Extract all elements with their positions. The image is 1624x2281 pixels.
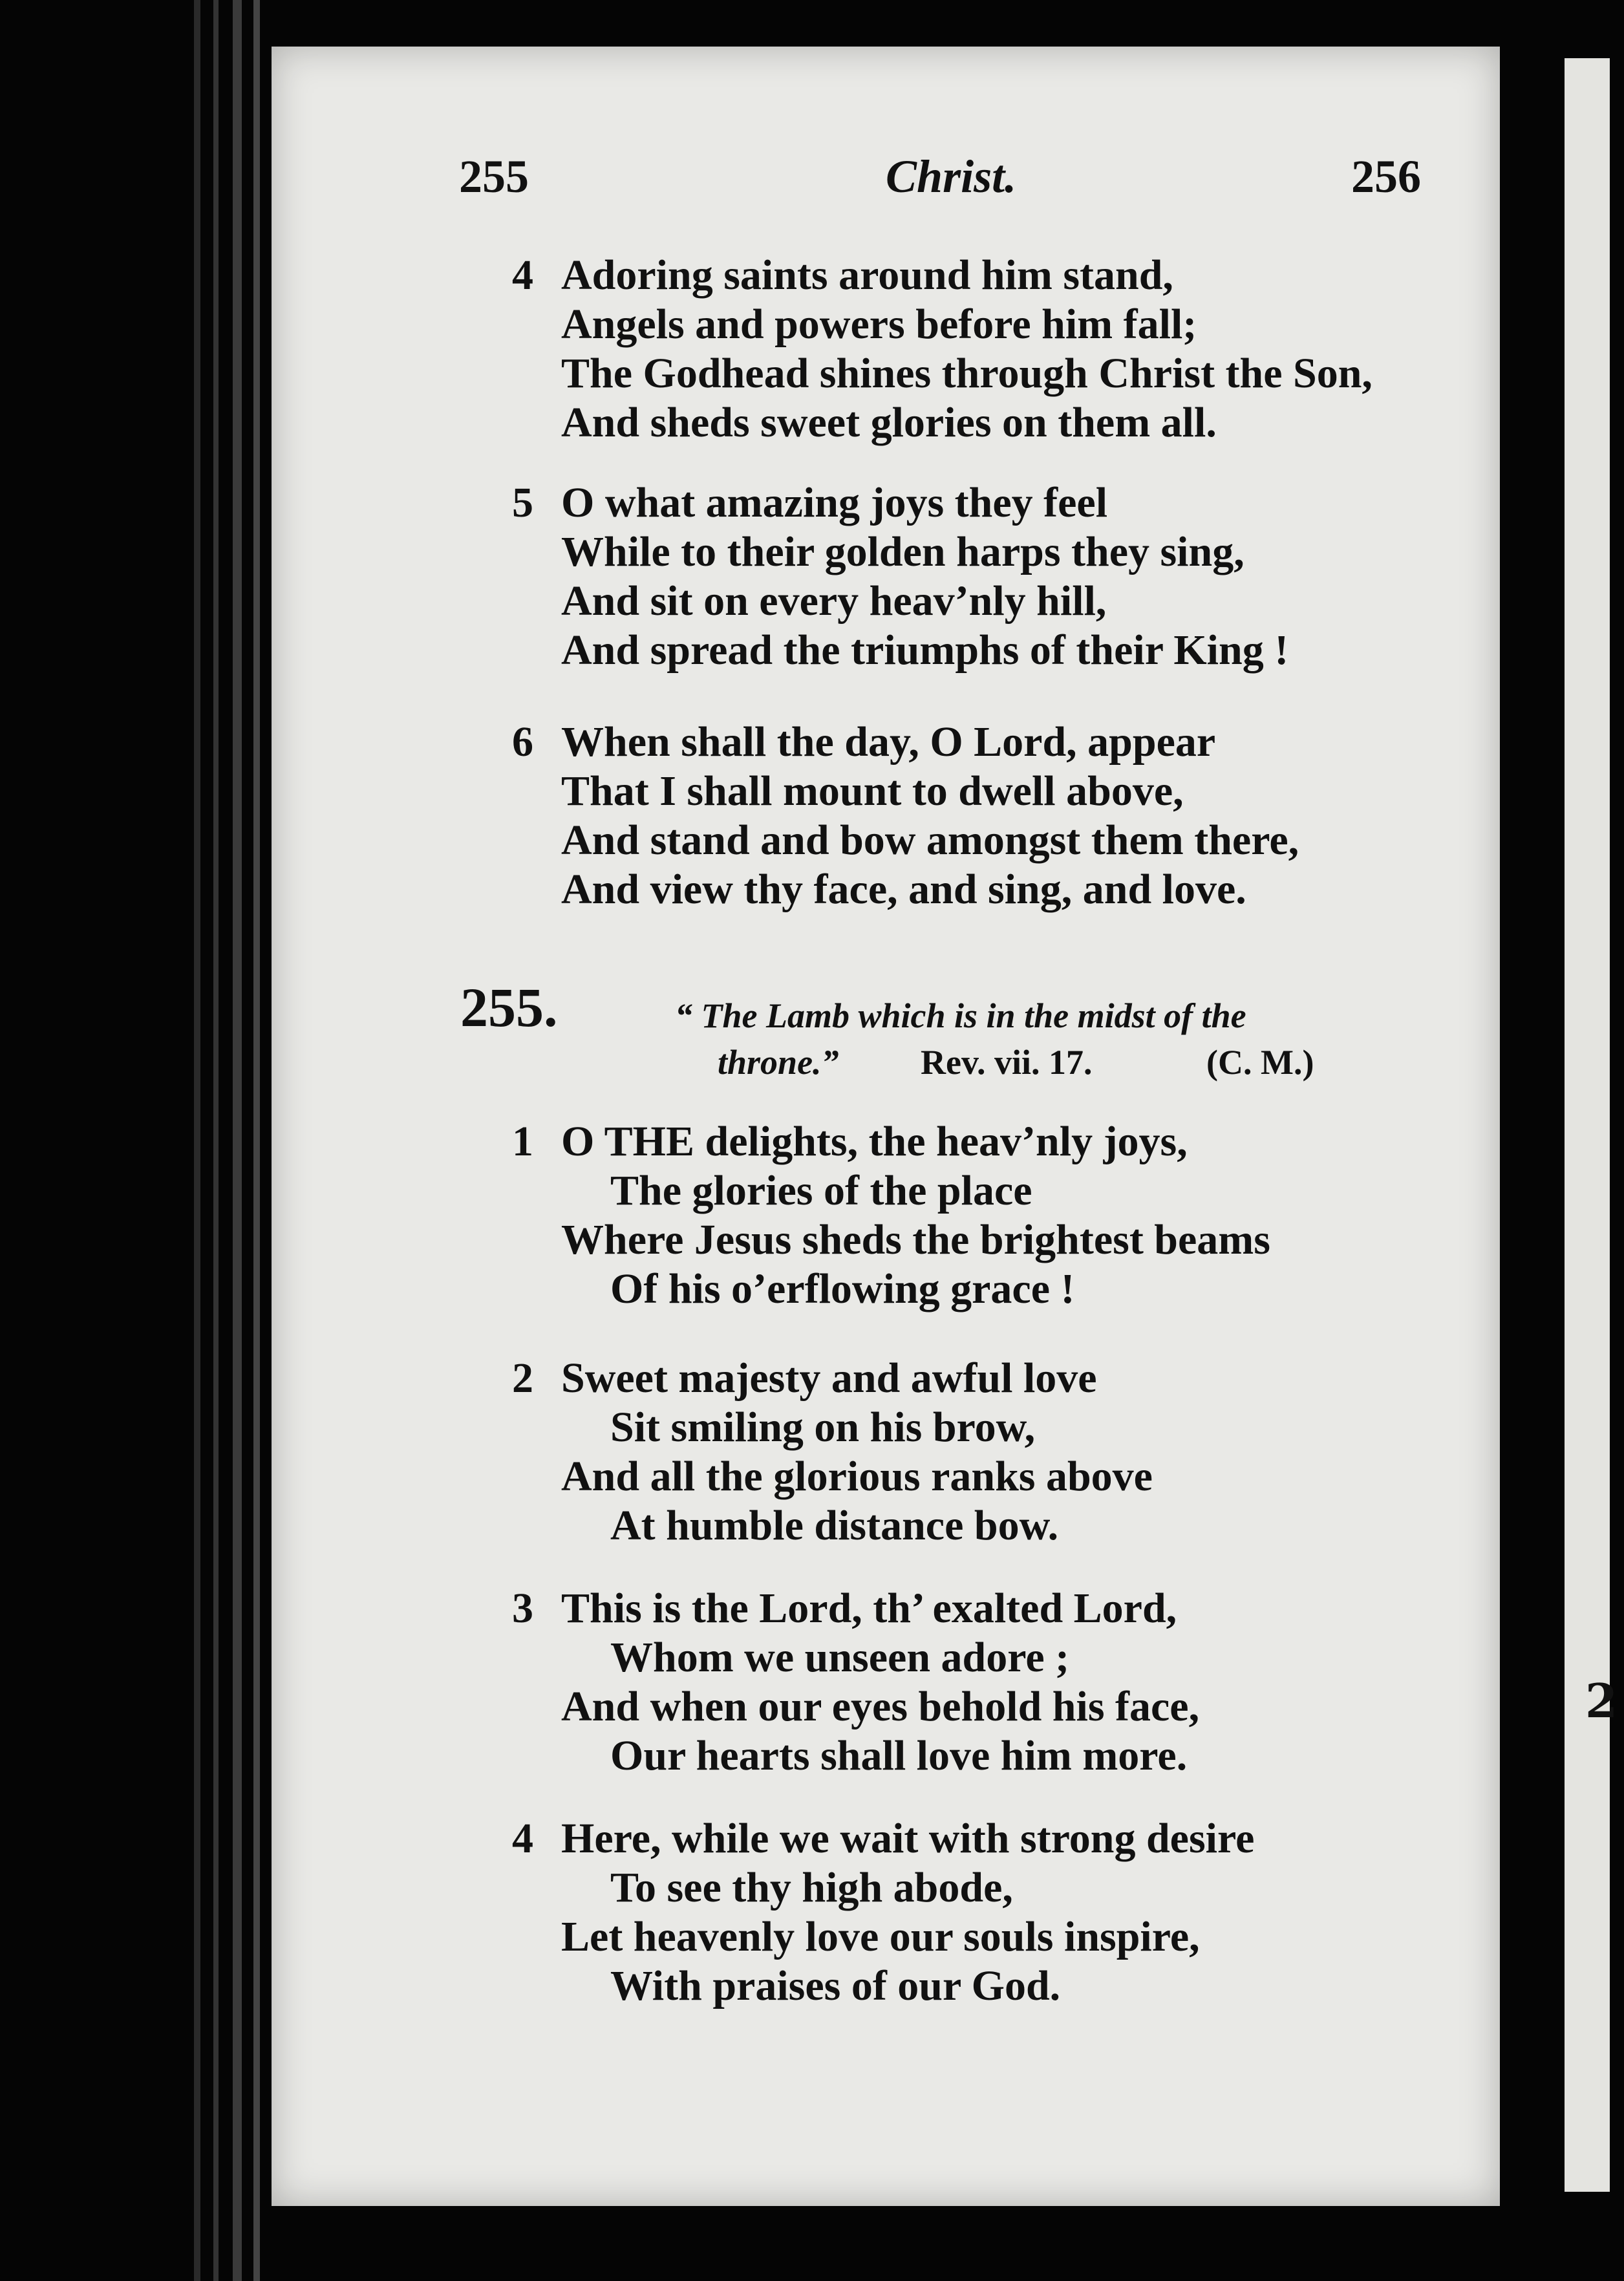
scripture-reference: Rev. vii. 17. bbox=[921, 1043, 1093, 1082]
verse-line: To see thy high abode, bbox=[610, 1864, 1013, 1911]
verse-number: 3 bbox=[512, 1585, 533, 1632]
hymn-title-continued: throne.” bbox=[718, 1043, 839, 1082]
verse-line: With praises of our God. bbox=[610, 1962, 1061, 2009]
verse-line: At humble distance bow. bbox=[610, 1502, 1059, 1549]
verse-line: The Godhead shines through Christ the Son, bbox=[561, 350, 1373, 397]
verse-number: 2 bbox=[512, 1355, 533, 1402]
verse-line: The glories of the place bbox=[610, 1167, 1032, 1214]
verse-line: Our hearts shall love him more. bbox=[610, 1732, 1188, 1779]
verse-line: O what amazing joys they feel bbox=[561, 479, 1108, 526]
verse-line: And spread the triumphs of their King ! bbox=[561, 626, 1289, 674]
verse-line: And all the glorious ranks above bbox=[561, 1453, 1153, 1500]
page-edge-stripe bbox=[233, 0, 242, 2281]
verse-number: 6 bbox=[512, 718, 533, 766]
hymn-number: 255. bbox=[460, 976, 558, 1038]
page-edge-stripe bbox=[253, 0, 260, 2281]
verse-line: When shall the day, O Lord, appear bbox=[561, 718, 1216, 766]
verse-line: That I shall mount to dwell above, bbox=[561, 767, 1184, 815]
verse-number: 4 bbox=[512, 252, 533, 299]
verse-line: Adoring saints around him stand, bbox=[561, 252, 1173, 299]
running-title: Christ. bbox=[886, 151, 1017, 202]
verse-line: Where Jesus sheds the brightest beams bbox=[561, 1216, 1270, 1263]
verse-line: And when our eyes behold his face, bbox=[561, 1683, 1200, 1730]
verse-line: And stand and bow amongst them there, bbox=[561, 817, 1299, 864]
verse-line: Here, while we wait with strong desire bbox=[561, 1815, 1255, 1862]
facing-page-fragment: 2 bbox=[1585, 1673, 1618, 1728]
verse-number: 1 bbox=[512, 1118, 533, 1165]
verse-number: 5 bbox=[512, 479, 533, 526]
hymn-meter: (C. M.) bbox=[1206, 1043, 1314, 1082]
verse-line: And view thy face, and sing, and love. bbox=[561, 866, 1246, 913]
page-edge-stripe bbox=[194, 0, 200, 2281]
verse-line: This is the Lord, th’ exalted Lord, bbox=[561, 1585, 1177, 1632]
verse-line: Of his o’erflowing grace ! bbox=[610, 1265, 1075, 1312]
verse-line: And sheds sweet glories on them all. bbox=[561, 399, 1217, 446]
facing-page-edge bbox=[1565, 58, 1610, 2192]
verse-line: Sweet majesty and awful love bbox=[561, 1355, 1097, 1402]
verse-line: O THE delights, the heav’nly joys, bbox=[561, 1118, 1188, 1165]
verse-number: 4 bbox=[512, 1815, 533, 1862]
verse-line: Whom we unseen adore ; bbox=[610, 1634, 1070, 1681]
page-edge-stripe bbox=[213, 0, 219, 2281]
hymn-title: “ The Lamb which is in the midst of the bbox=[675, 996, 1246, 1035]
verse-line: Angels and powers before him fall; bbox=[561, 301, 1197, 348]
left-page-number: 255 bbox=[459, 151, 529, 202]
verse-line: While to their golden harps they sing, bbox=[561, 528, 1245, 575]
right-page-number: 256 bbox=[1351, 151, 1421, 202]
verse-line: And sit on every heav’nly hill, bbox=[561, 577, 1107, 625]
verse-line: Let heavenly love our souls inspire, bbox=[561, 1913, 1200, 1960]
verse-line: Sit smiling on his brow, bbox=[610, 1404, 1036, 1451]
